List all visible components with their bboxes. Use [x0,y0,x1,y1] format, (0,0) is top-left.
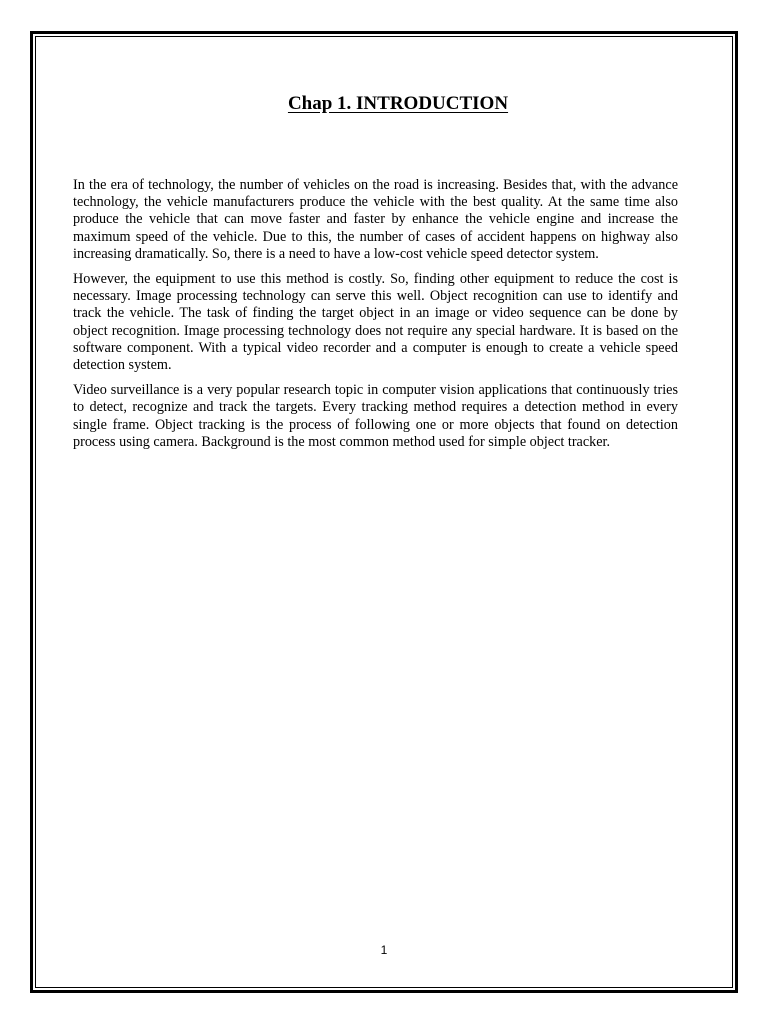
body-text [73,177,678,459]
chapter-title: Chap 1. INTRODUCTION [287,93,509,114]
page-number: 1 [380,943,388,957]
paragraph-1: In the era of technology, the number of vehicles on the road is increasing. Besides that, with the advance technology, the vehicle manufacturers produce the vehicle with the best quality. At the same time also produce the vehicle that can move faster and faster by enhance the vehicle engine and increase the maximum speed of the vehicle. Due to this, the number of cases of accident happens on highway also increasing dramatically. So, there is a need to have a low-cost vehicle speed detector system. [73,177,678,262]
paragraph-3: Video surveillance is a very popular research topic in computer vision applications that continuously tries to detect, recognize and track the targets. Every tracking method requires a detection method in every single frame. Object tracking is the process of following one or more objects that found on detection process using camera. Background is the most common method used for simple object tracker. [73,382,678,450]
paragraph-2: However, the equipment to use this method is costly. So, finding other equipment to reduce the cost is necessary. Image processing technology can serve this well. Object recognition can use to identify and track the vehicle. The task of finding the target object in an image or video sequence can be done by object recognition. Image processing technology does not require any special hardware. It is based on the software component. With a typical video recorder and a computer is enough to create a vehicle speed detection system. [73,271,678,374]
